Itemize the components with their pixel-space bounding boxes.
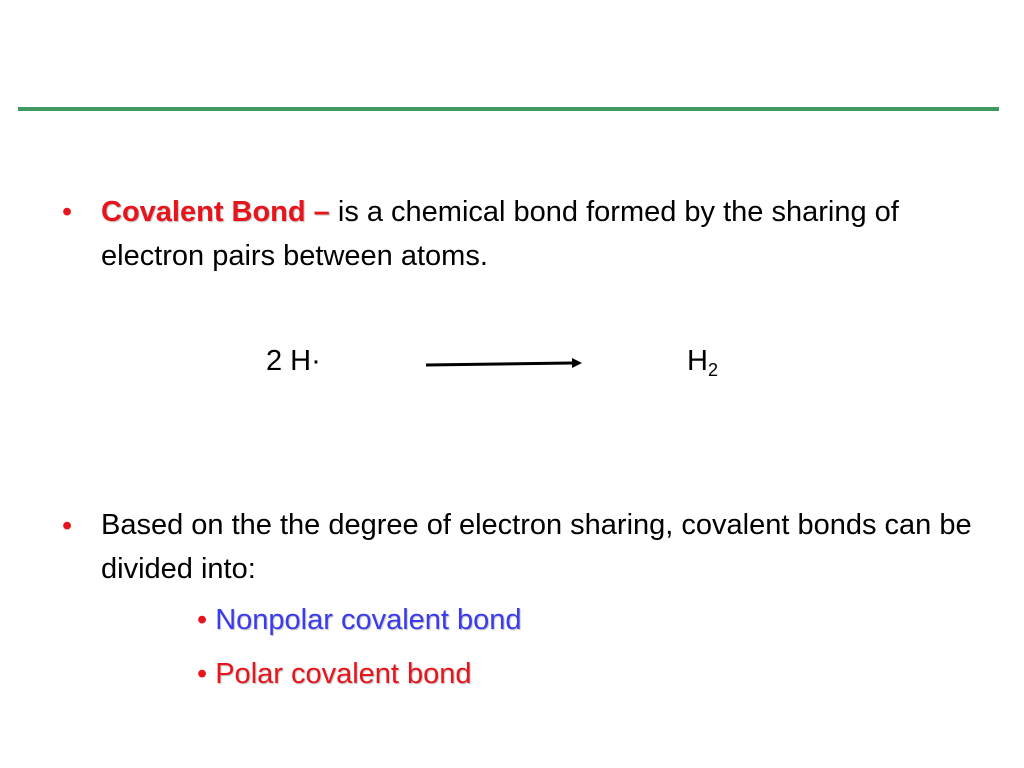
- nonpolar-bullet: •: [197, 604, 208, 636]
- title-divider-line: [18, 107, 999, 111]
- equation-reactant: 2 H·: [266, 345, 321, 377]
- definition-paragraph: [101, 190, 1001, 278]
- equation-product: [687, 347, 718, 379]
- product-subscript: 2: [707, 360, 718, 380]
- list-item-polar: [197, 660, 472, 689]
- product-symbol: H: [687, 345, 708, 377]
- classification-bullet: •: [62, 510, 73, 542]
- reaction-arrow-icon: [426, 356, 586, 372]
- polar-bullet: •: [197, 658, 208, 690]
- definition-term: Covalent Bond –: [101, 196, 330, 228]
- classification-paragraph: Based on the the degree of electron sharing, covalent bonds can be divided into:: [101, 509, 972, 585]
- polar-label: Polar covalent bond: [215, 658, 472, 690]
- list-item-nonpolar: [197, 606, 522, 635]
- nonpolar-label: Nonpolar covalent bond: [215, 604, 522, 636]
- definition-text: is a chemical bond formed by the sharing of electron pairs between atoms.: [101, 196, 899, 272]
- definition-bullet: •: [62, 196, 73, 228]
